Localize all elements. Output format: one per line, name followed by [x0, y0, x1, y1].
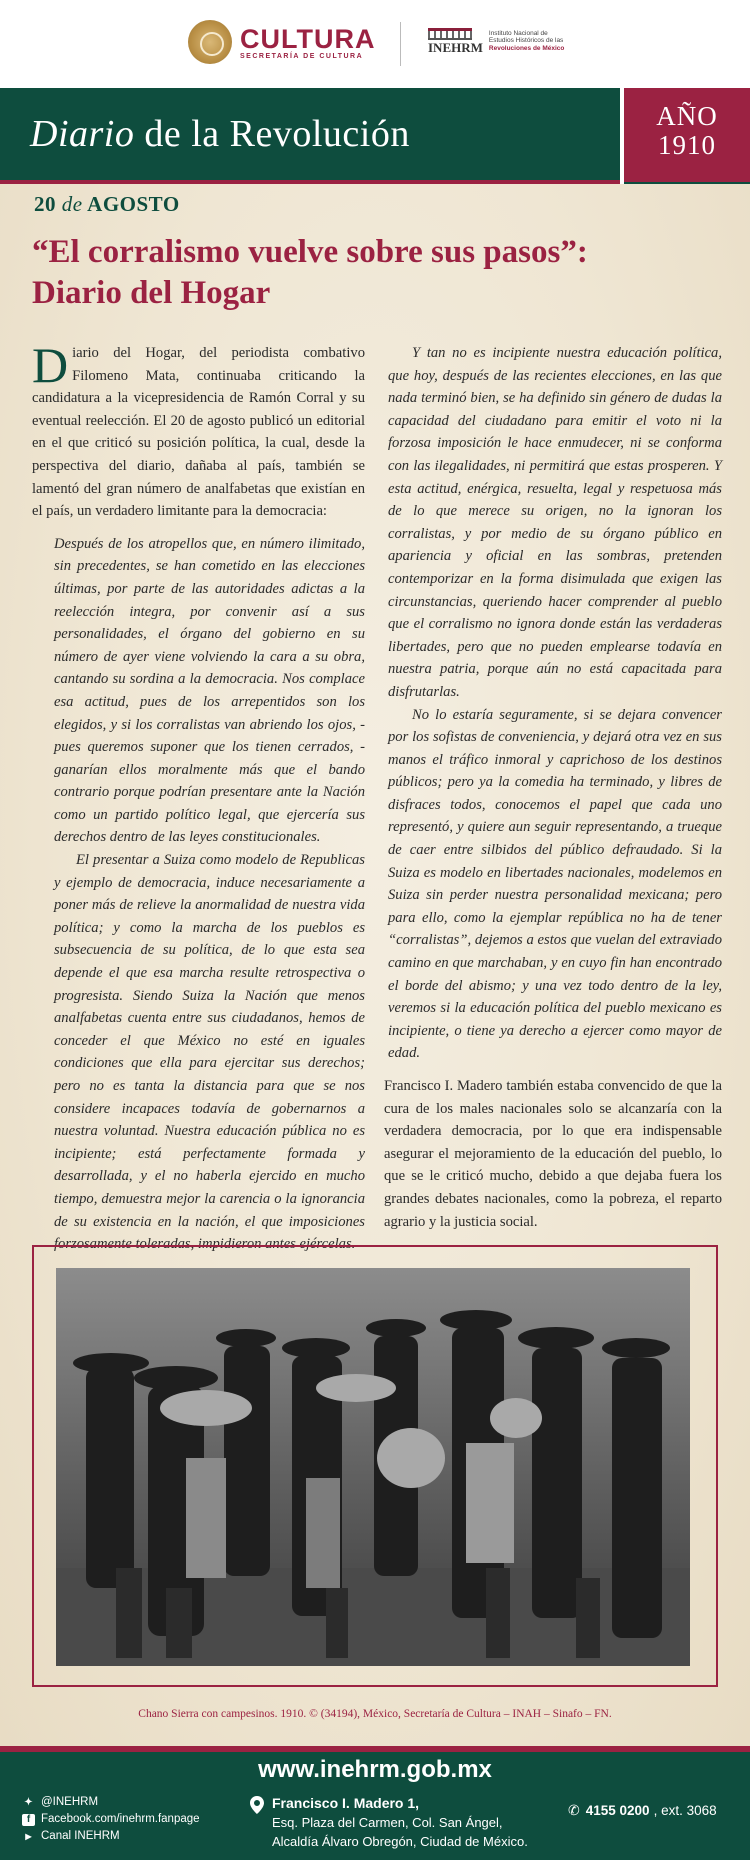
year-badge [624, 88, 750, 182]
social-item-facebook[interactable] [22, 1811, 200, 1828]
year-label: AÑO [656, 101, 718, 131]
right-column [384, 342, 722, 1233]
social-links [22, 1794, 200, 1845]
address-line: Francisco I. Madero 1, [272, 1795, 420, 1811]
logo-header [0, 0, 750, 88]
social-label: Canal INEHRM [41, 1830, 120, 1842]
seal-icon [188, 20, 232, 64]
year-value: 1910 [658, 130, 716, 160]
cultura-wordmark: CULTURA [240, 23, 376, 54]
inehrm-desc-line: Revoluciones de México [488, 44, 565, 52]
phone-contact[interactable] [568, 1802, 717, 1819]
cultura-subtitle: SECRETARÍA DE CULTURA [240, 52, 364, 60]
social-label: Facebook.com/inehrm.fanpage [41, 1813, 200, 1825]
phone-extension: , ext. 3068 [653, 1803, 717, 1818]
article-date [34, 192, 180, 217]
headline-line: “El corralismo vuelve sobre sus pasos”: [32, 234, 588, 270]
twitter-icon: ✦ [24, 1796, 33, 1808]
photo-caption: Chano Sierra con campesinos. 1910. © (34194), México, Secretaría de Cultura – INAH – Sinafo – FN. [138, 1708, 612, 1720]
title-italic: Diario [30, 113, 135, 155]
quoted-editorial [32, 533, 365, 1256]
address-block [252, 1794, 528, 1851]
inehrm-desc-line: Estudios Históricos de las [488, 37, 564, 45]
inehrm-wordmark: INEHRM [428, 40, 483, 55]
youtube-icon: ▶ [25, 1831, 32, 1841]
quote-paragraph: No lo estaría seguramente, si se dejara convencer por los sofistas de conveniencia, y dejará otra vez en sus manos el tráfico inmoral y caprichoso de los destinos públicos; pero ya la comedia ha terminado, y libres de disfraces todos, conocemos el papel que cada uno representó, y quiere aun seguir representando, a trueque de caer entre silbidos del público defraudado. Si la Suiza es modelo en libertades nacionales, modelemos en Suiza sin perder nuestra personalidad mexicana; pero para ello, como la ejemplar república no ha de tener “corralistas”, dejemos a estos que vuelan del extraviado camino en que marchaban, y en cuyo fin han encontrado el borde del abismo; y una vez todo dentro de la ley, veremos si la educación política del pueblo mexicano es incipiente, o tiene ya derecho a ejercer como mayor de edad. [388, 706, 722, 1062]
social-item-twitter[interactable] [22, 1794, 200, 1811]
left-column [32, 337, 365, 1256]
logo-divider [400, 22, 401, 66]
inehrm-description [489, 30, 565, 53]
intro-paragraph [32, 337, 365, 523]
quote-paragraph: El presentar a Suiza como modelo de Republicas y ejemplo de democracia, induce necesariamente a poner más de relieve la anormalidad de nuestra vida política; y como la marcha de los pueblos es subsecuencia de su política, de lo que esta sea depende el que esa marcha resulte retrospectiva o progresista. Siendo Suiza la Nación que menos analfabetas cuenta entre sus ciudadanos, hemos de conceder el que México no esté en iguales condiciones que ella para ejercitar sus derechos; pero no es tanta la distancia para que se nos considere incapaces todavía de gobernarnos a nuestra voluntad. Nuestra educación pública no es incipiente; está perfectamente formada y desarrollada, y el no haberla ejercido en mucho tiempo, demuestra mejor la carencia o la ignorancia de su existencia en la nación, el que imposiciones forzosamente toleradas, impidieron antes ejércelas. [54, 852, 365, 1253]
inehrm-logo[interactable] [428, 28, 564, 54]
phone-number: 4155 0200 [585, 1803, 650, 1818]
address-line: Esq. Plaza del Carmen, Col. San Ángel, [272, 1815, 503, 1830]
date-day: 20 [34, 192, 56, 216]
phone-icon: ✆ [568, 1802, 580, 1818]
inehrm-desc-line: Instituto Nacional de [488, 29, 548, 37]
publication-title [30, 112, 410, 156]
article-headline [32, 232, 722, 314]
historical-photo[interactable] [56, 1268, 690, 1666]
date-month: AGOSTO [87, 192, 180, 216]
headline-line: Diario del Hogar [32, 275, 271, 311]
date-de: de [61, 192, 83, 216]
social-item-youtube[interactable] [22, 1828, 200, 1845]
quoted-editorial-continued [384, 342, 722, 1065]
intro-text: iario del Hogar, del periodista combativo Filomeno Mata, continuaba criticando la candidatura a la vicepresidencia de Ramón Corral y su eventual reelección. El 20 de agosto publicó un editorial en el que criticó su posición política, la cual, desde la perspectiva del diario, dañaba al país, también se lamentó del gran número de analfabetas que existían en el país, un verdadero limitante para la democracia: [32, 345, 365, 520]
quote-paragraph: Después de los atropellos que, en número ilimitado, sin precedentes, se han cometido en las elecciones últimas, por parte de las autoridades adictas a la reelección integra, por convenir así a sus personalidades, el órgano del gobierno en su número de ayer viene volviendo la cara a su obra, cantando su sordina a la democracia. Nos complace esa actitud, pues de los arrepentidos son los elegidos, y si los corralistas van abriendo los ojos, - pues queremos suponer que los tienen cerrados, - ganarían ellos moralmente más que el bando contrario porque podrían presentare ante la Nación como un partido político legal, que ejercería sus derechos dentro de las leyes constitucionales. [54, 535, 365, 846]
photo-illustration [56, 1268, 690, 1666]
address-line: Alcaldía Álvaro Obregón, Ciudad de México. [272, 1834, 528, 1849]
cultura-logo[interactable] [188, 20, 375, 64]
title-rest: de la Revolución [134, 113, 410, 155]
facebook-icon: f [22, 1814, 35, 1826]
drop-cap: D [32, 337, 69, 393]
closing-paragraph: Francisco I. Madero también estaba convencido de que la cura de los males nacionales solo se alcanzaría con la verdadera democracia, por lo que era indispensable asegurar el mejoramiento de la educación del pueblo, lo que se le criticó mucho, debido a que dejaba fuera los grandes debates nacionales, como la pobreza, el reparto agrario y la justicia social. [384, 1078, 722, 1230]
building-icon [428, 28, 472, 40]
social-label: @INEHRM [41, 1796, 99, 1808]
quote-paragraph: Y tan no es incipiente nuestra educación política, que hoy, después de las recientes elecciones, en las que nada terminó bien, se ha definido sin género de dudas la capacidad del ciudadano para emitir el voto ni la forzosa imposición le hace enmudecer, ni se conforma con las ilegalidades, ni permitirá que estas prosperen. Y esta actitud, enérgica, resuelta, legal y respetuosa más de lo que merece su origen, no la ignoran los corralistas, y por medio de su órgano público en apariencia y oficial en las sombras, pretenden contemporizar en la forma disimulada que exigen las circunstancias, queriendo hacer comprender al pueblo que el corralismo no ignora donde están las verdaderas libertades, pero que no pueden emplearse todavía en nuestra patria, porque aún no está capacitada para disfrutarlas. [388, 345, 722, 700]
website-link[interactable]: www.inehrm.gob.mx [258, 1756, 492, 1783]
